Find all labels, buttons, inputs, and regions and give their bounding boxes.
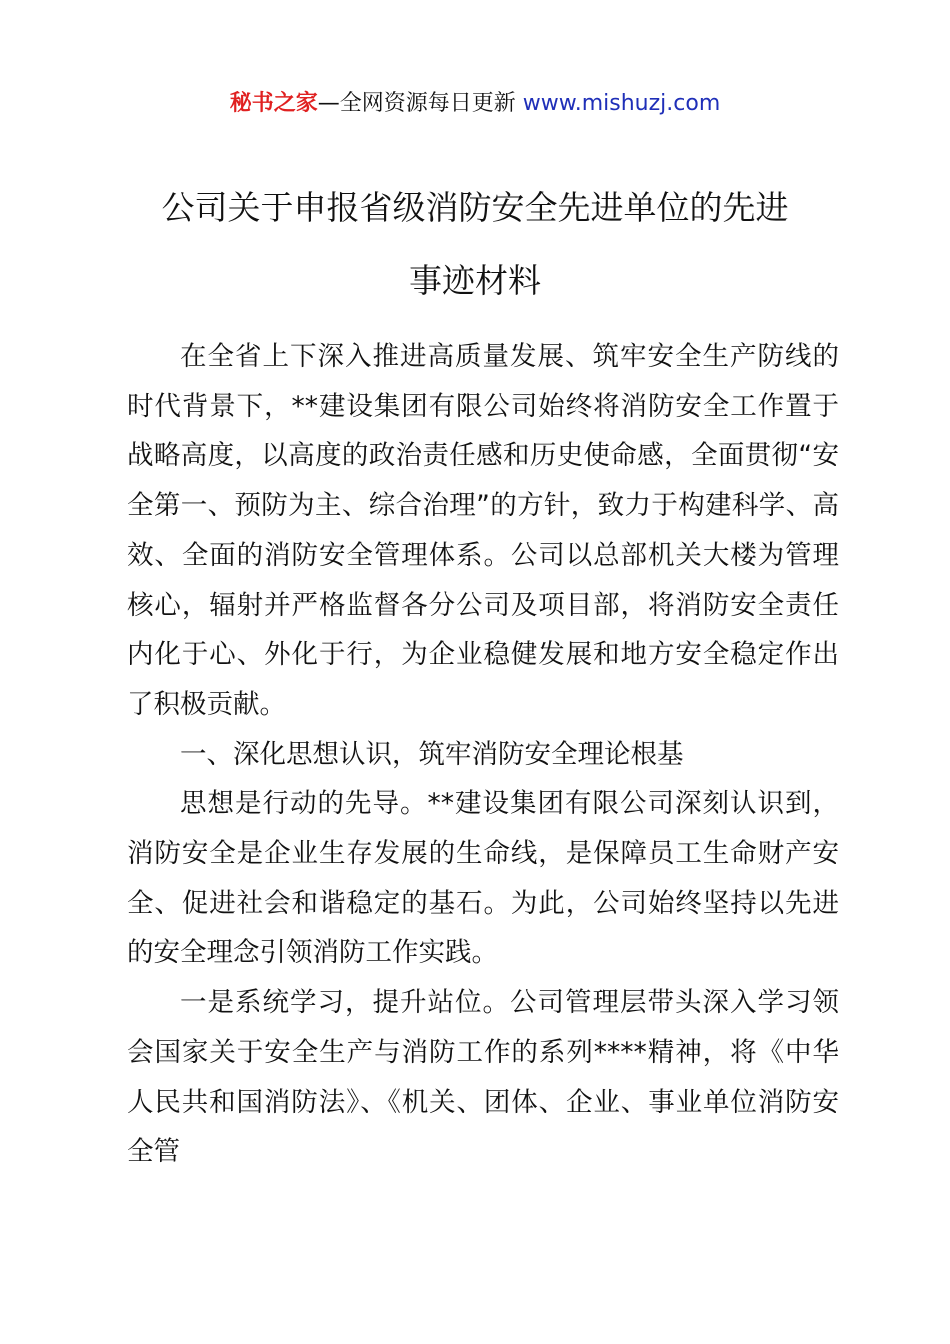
- document-title-line-1: 公司关于申报省级消防安全先进单位的先进: [161, 188, 789, 227]
- site-brand: 秘书之家: [229, 91, 318, 116]
- document-title-line-2: 事迹材料: [409, 261, 541, 300]
- section-1-point-1-paragraph: 一是系统学习，提升站位。公司管理层带头深入学习领会国家关于安全生产与消防工作的系列****精神，将《中华人民共和国消防法》、《机关、团体、企业、事业单位消防安全管: [127, 987, 839, 1168]
- site-tagline: —全网资源每日更新: [317, 91, 516, 116]
- document-body: [127, 332, 839, 1177]
- site-header: [0, 86, 950, 122]
- section-heading-1: 一、深化思想认识，筑牢消防安全理论根基: [180, 738, 684, 770]
- section-1-paragraph: 思想是行动的先导。**建设集团有限公司深刻认识到，消防安全是企业生存发展的生命线，是保障员工生命财产安全、促进社会和谐稳定的基石。为此，公司始终坚持以先进的安全理念引领消防工作实践。: [127, 788, 839, 969]
- intro-paragraph: 在全省上下深入推进高质量发展、筑牢安全生产防线的时代背景下，**建设集团有限公司始终将消防安全工作置于战略高度，以高度的政治责任感和历史使命感，全面贯彻“安全第一、预防为主、综合治理”的方针，致力于构建科学、高效、全面的消防安全管理体系。公司以总部机关大楼为管理核心，辐射并严格监督各分公司及项目部，将消防安全责任内化于心、外化于行，为企业稳健发展和地方安全稳定作出了积极贡献。: [127, 341, 839, 720]
- site-url-link[interactable]: www.mishuzj.com: [522, 91, 721, 116]
